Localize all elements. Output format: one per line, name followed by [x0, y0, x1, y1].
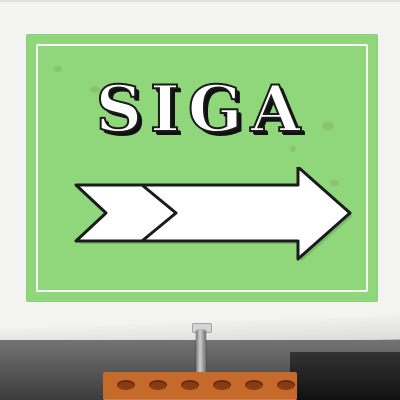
sign-green-panel	[26, 34, 378, 302]
arrow-right-icon	[70, 167, 354, 262]
sign-text: SIGA	[95, 72, 309, 147]
brick-base	[103, 372, 297, 400]
dark-street-area	[290, 352, 400, 400]
